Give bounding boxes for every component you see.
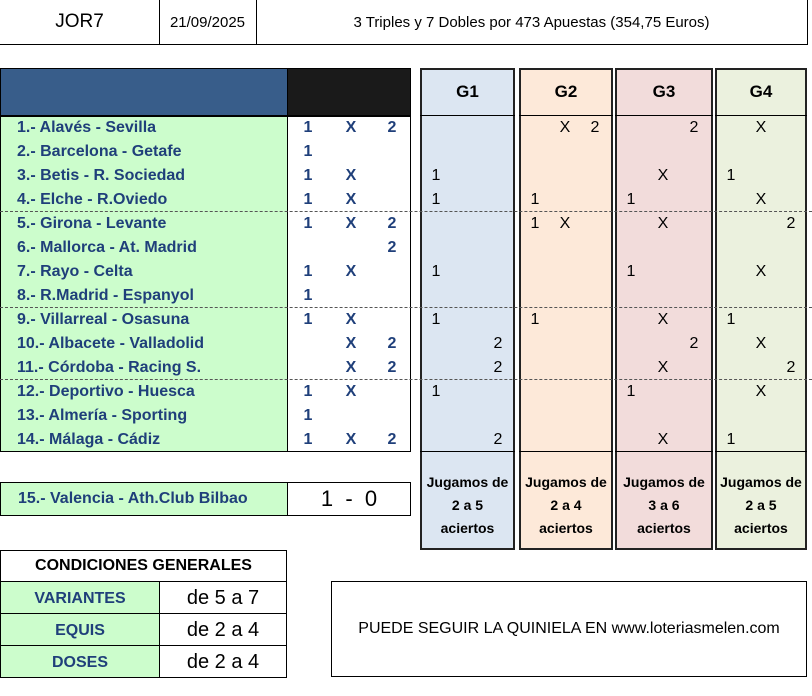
group-sign: 1 bbox=[726, 167, 736, 184]
group-sign: X bbox=[755, 191, 767, 208]
forecast-sign: 1 bbox=[303, 191, 313, 208]
match-name: 11.- Córdoba - Racing S. bbox=[17, 359, 202, 376]
pleno-match: 15.- Valencia - Ath.Club Bilbao bbox=[18, 490, 248, 507]
date-label: 21/09/2025 bbox=[169, 13, 246, 31]
condition-value: de 2 a 4 bbox=[159, 645, 287, 678]
jornada-label: JOR7 bbox=[55, 11, 104, 32]
group-footer-line: Jugamos de bbox=[623, 473, 705, 490]
forecast-sign: 1 bbox=[303, 263, 313, 280]
forecast-sign: X bbox=[345, 335, 357, 352]
group-header-1: G1 bbox=[456, 82, 479, 101]
forecast-sign: X bbox=[345, 215, 357, 232]
group-sign: 2 bbox=[493, 431, 503, 448]
group-sign: X bbox=[657, 311, 669, 328]
forecast-sign: X bbox=[345, 431, 357, 448]
group-footer-line: Jugamos de bbox=[426, 473, 509, 490]
condition-value: de 5 a 7 bbox=[159, 581, 287, 614]
group-sign: 1 bbox=[431, 263, 441, 280]
group-sign: 2 bbox=[493, 335, 503, 352]
group-sign: 1 bbox=[431, 311, 441, 328]
group-footer-line: 2 a 4 bbox=[550, 496, 582, 513]
group-footer-line: aciertos bbox=[734, 519, 788, 536]
match-name: 4.- Elche - R.Oviedo bbox=[17, 191, 168, 208]
group-footer-2 bbox=[519, 461, 613, 549]
match-row bbox=[0, 212, 812, 236]
forecast-sign: X bbox=[345, 191, 357, 208]
jornada-cell bbox=[0, 0, 160, 45]
forecast-sign: 1 bbox=[303, 287, 313, 304]
match-name: 7.- Rayo - Celta bbox=[17, 263, 133, 280]
forecast-sign: 1 bbox=[303, 143, 313, 160]
group-header-2: G2 bbox=[554, 82, 578, 101]
group-sign: 1 bbox=[726, 311, 736, 328]
group-sign: 1 bbox=[626, 191, 636, 208]
group-sign: X bbox=[657, 215, 669, 232]
match-row bbox=[0, 260, 812, 284]
match-row bbox=[0, 380, 812, 404]
forecast-sign: 2 bbox=[387, 239, 397, 256]
match-row bbox=[0, 164, 812, 188]
group-sign: 2 bbox=[493, 359, 503, 376]
group-sign: 1 bbox=[626, 263, 636, 280]
condition-label: EQUIS bbox=[0, 613, 160, 646]
forecast-sign: X bbox=[345, 167, 357, 184]
forecast-sign: 1 bbox=[303, 119, 313, 136]
match-row bbox=[0, 140, 812, 164]
group-footer-4 bbox=[715, 461, 807, 549]
match-name: 2.- Barcelona - Getafe bbox=[17, 143, 182, 160]
group-sign: X bbox=[657, 359, 669, 376]
forecast-sign: 2 bbox=[387, 431, 397, 448]
forecast-sign: X bbox=[345, 263, 357, 280]
match-name: 8.- R.Madrid - Espanyol bbox=[17, 287, 194, 304]
forecast-sign: 1 bbox=[303, 311, 313, 328]
group-footer-3 bbox=[615, 461, 713, 549]
match-name: 5.- Girona - Levante bbox=[17, 215, 167, 232]
forecast-sign: 2 bbox=[387, 119, 397, 136]
forecast-sign: 1 bbox=[303, 167, 313, 184]
group-sign: X bbox=[559, 119, 571, 136]
match-name: 6.- Mallorca - At. Madrid bbox=[17, 239, 197, 256]
group-sign: X bbox=[657, 167, 669, 184]
match-row bbox=[0, 404, 812, 428]
forecast-sign: X bbox=[345, 311, 357, 328]
group-sign: 2 bbox=[689, 335, 699, 352]
promo-text: PUEDE SEGUIR LA QUINIELA EN www.loteriasmelen.com bbox=[358, 620, 780, 637]
match-row bbox=[0, 116, 812, 140]
pleno-result-cell bbox=[287, 482, 411, 516]
forecast-sign: 2 bbox=[387, 215, 397, 232]
condition-label: VARIANTES bbox=[0, 581, 160, 614]
signs-header bbox=[287, 68, 411, 116]
match-name: 1.- Alavés - Sevilla bbox=[17, 119, 157, 136]
group-sign: 1 bbox=[530, 215, 540, 232]
forecast-sign: 1 bbox=[303, 215, 313, 232]
conditions-title: CONDICIONES GENERALES bbox=[35, 557, 252, 574]
group-sign: X bbox=[755, 383, 767, 400]
condition-label: DOSES bbox=[0, 645, 160, 678]
match-name: 14.- Málaga - Cádiz bbox=[17, 431, 161, 448]
group-footer-line: 3 a 6 bbox=[648, 496, 680, 513]
forecast-sign: 1 bbox=[303, 383, 313, 400]
match-name: 13.- Almería - Sporting bbox=[17, 407, 188, 424]
group-footer-line: Jugamos de bbox=[525, 473, 607, 490]
match-name: 10.- Albacete - Valladolid bbox=[17, 335, 205, 352]
forecast-sign: 1 bbox=[303, 431, 313, 448]
match-name: 9.- Villarreal - Osasuna bbox=[17, 311, 190, 328]
group-sign: 1 bbox=[530, 311, 540, 328]
group-footer-line: 2 a 5 bbox=[745, 496, 777, 513]
forecast-sign: X bbox=[345, 119, 357, 136]
match-name: 3.- Betis - R. Sociedad bbox=[17, 167, 186, 184]
forecast-sign: 1 bbox=[303, 407, 313, 424]
group-sign: 1 bbox=[626, 383, 636, 400]
match-row bbox=[0, 428, 812, 452]
forecast-sign: X bbox=[345, 383, 357, 400]
group-footer-line: aciertos bbox=[539, 519, 593, 536]
group-header-4: G4 bbox=[749, 82, 773, 101]
group-footer-line: Jugamos de bbox=[720, 473, 802, 490]
group-sign: 2 bbox=[786, 215, 796, 232]
group-sign: X bbox=[755, 263, 767, 280]
match-row bbox=[0, 236, 812, 260]
matches-header bbox=[0, 68, 288, 116]
match-row bbox=[0, 332, 812, 356]
group-footer-line: aciertos bbox=[637, 519, 691, 536]
match-name: 12.- Deportivo - Huesca bbox=[17, 383, 195, 400]
date-cell bbox=[159, 0, 257, 45]
match-row bbox=[0, 308, 812, 332]
group-sign: 2 bbox=[590, 119, 600, 136]
group-sign: X bbox=[657, 431, 669, 448]
group-sign: 1 bbox=[726, 431, 736, 448]
group-sign: 1 bbox=[431, 191, 441, 208]
group-sign: 1 bbox=[431, 383, 441, 400]
group-sign: 1 bbox=[530, 191, 540, 208]
conditions-title-cell bbox=[0, 550, 287, 582]
group-sign: X bbox=[755, 119, 767, 136]
group-sign: 1 bbox=[431, 167, 441, 184]
match-row bbox=[0, 356, 812, 380]
group-sign: X bbox=[755, 335, 767, 352]
match-row bbox=[0, 284, 812, 308]
group-sign: X bbox=[559, 215, 571, 232]
group-sign: 2 bbox=[786, 359, 796, 376]
match-row bbox=[0, 188, 812, 212]
group-header-3: G3 bbox=[652, 82, 676, 101]
group-footer-line: aciertos bbox=[440, 519, 495, 536]
pleno-result: 1 - 0 bbox=[320, 486, 378, 511]
summary-cell bbox=[256, 0, 808, 45]
group-sign: 2 bbox=[689, 119, 699, 136]
promo-box bbox=[331, 581, 807, 677]
summary-label: 3 Triples y 7 Dobles por 473 Apuestas (354,75 Euros) bbox=[353, 13, 710, 31]
forecast-sign: 2 bbox=[387, 335, 397, 352]
forecast-sign: 2 bbox=[387, 359, 397, 376]
forecast-sign: X bbox=[345, 359, 357, 376]
group-footer-1 bbox=[420, 461, 515, 549]
pleno-row bbox=[0, 482, 288, 516]
group-footer-line: 2 a 5 bbox=[451, 496, 484, 513]
condition-value: de 2 a 4 bbox=[159, 613, 287, 646]
